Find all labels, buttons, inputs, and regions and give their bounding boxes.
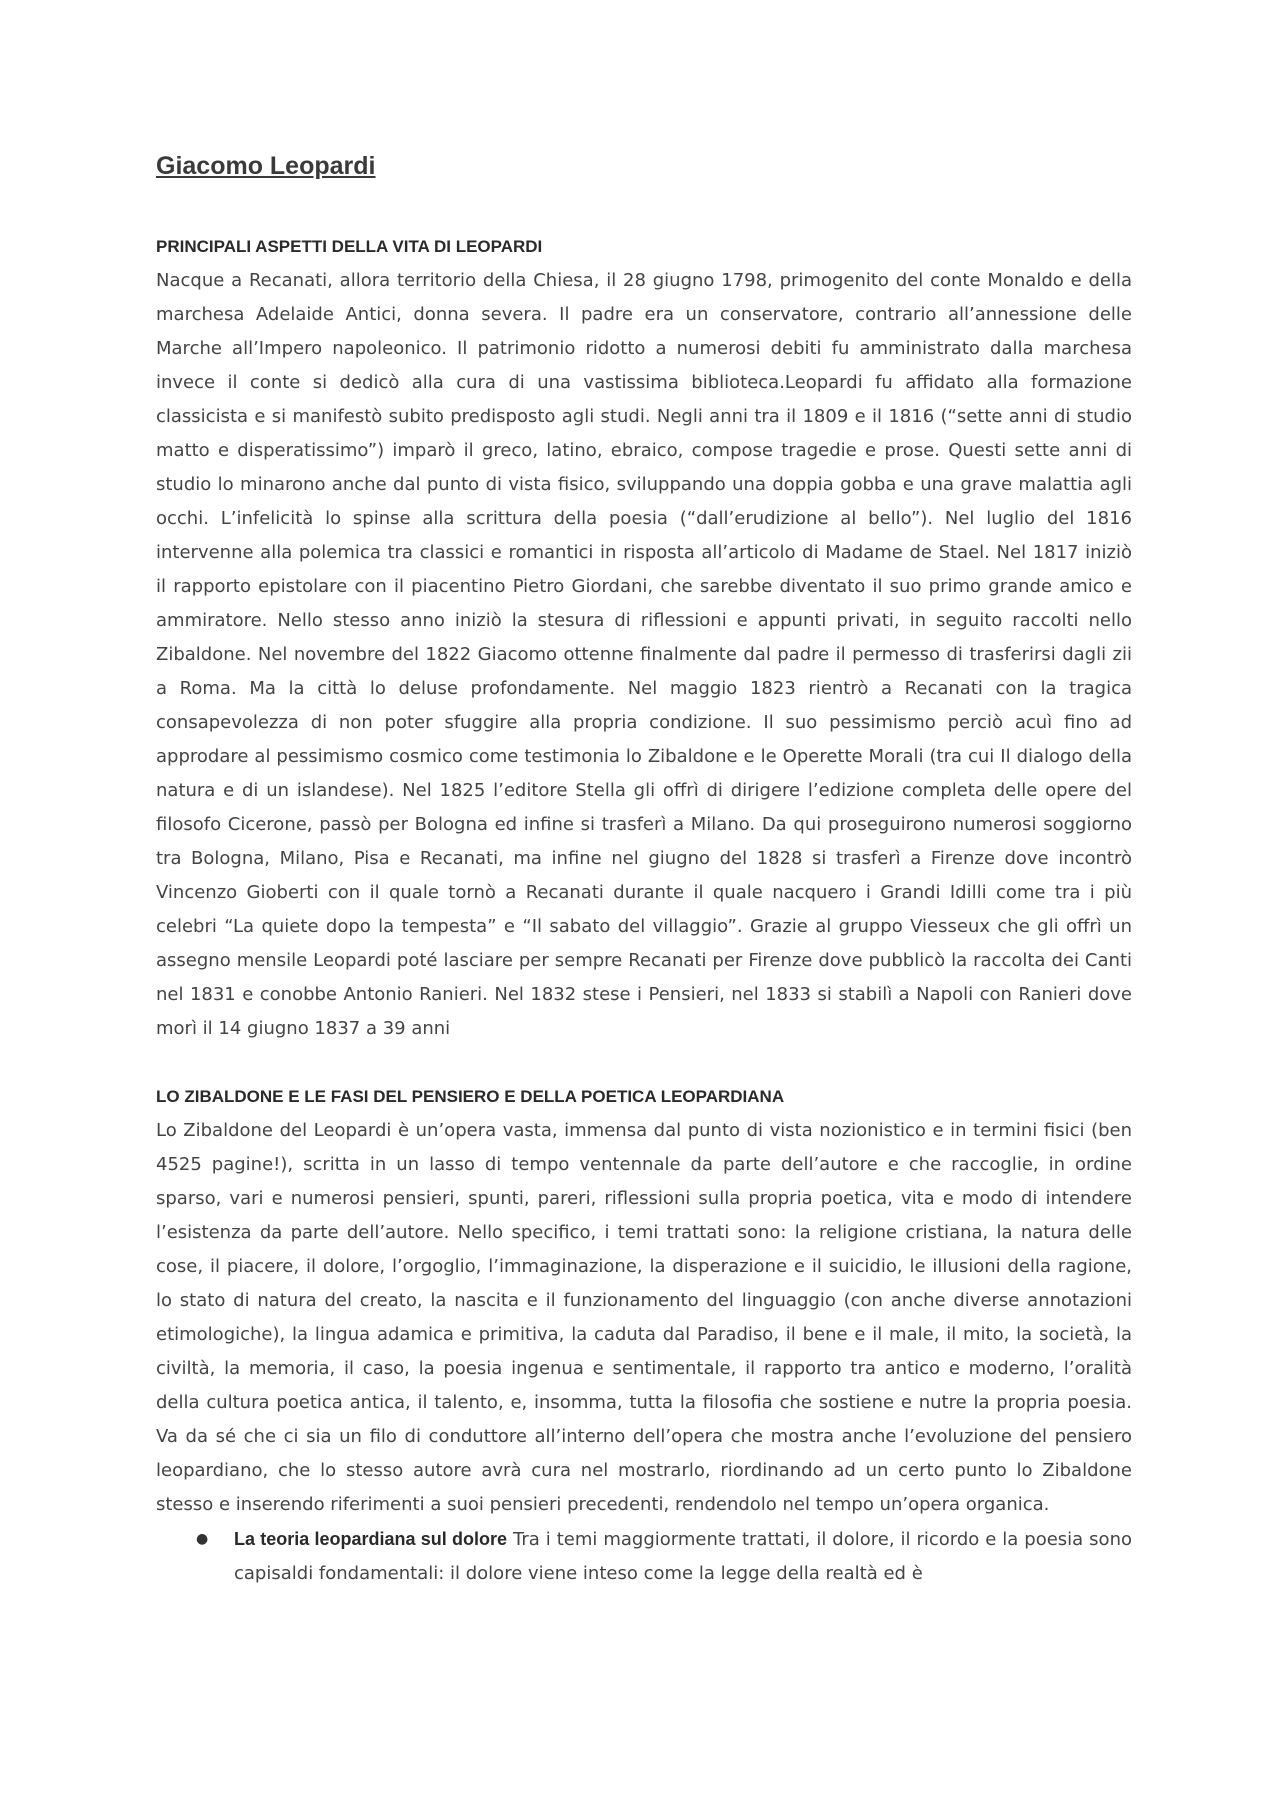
bullet-icon: ● <box>196 1531 209 1547</box>
bullet-text: Tra i temi maggiormente trattati, il dolore, il ricordo e la poesia sono capisaldi fondamentali: il dolore viene inteso come la legge della realtà ed è <box>234 1529 1132 1584</box>
section-paragraph: Lo Zibaldone del Leopardi è un’opera vasta, immensa dal punto di vista nozionistico e in termini fisici (ben 4525 pagine!), scritta in un lasso di tempo ventennale da parte dell’autore e che raccoglie, in ordine sparso, vari e numerosi pensieri, spunti, pareri, riflessioni sulla propria poetica, vita e modo di intendere l’esistenza da parte dell’autore. Nello specifico, i temi trattati sono: la religione cristiana, la natura delle cose, il piacere, il dolore, l’orgoglio, l’immaginazione, la disperazione e il suicidio, le illusioni della ragione, lo stato di natura del creato, la nascita e il funzionamento del linguaggio (con anche diverse annotazioni etimologiche), la lingua adamica e primitiva, la caduta dal Paradiso, il bene e il male, il mito, la società, la civiltà, la memoria, il caso, la poesia ingenua e sentimentale, il rapporto tra antico e moderno, l’oralità della cultura poetica antica, il talento, e, insomma, tutta la filosofia che sostiene e nutre la propria poesia. Va da sé che ci sia un filo di conduttore all’interno dell’opera che mostra anche l’evoluzione del pensiero leopardiano, che lo stesso autore avrà cura nel mostrarlo, riordinando ad un certo punto lo Zibaldone stesso e inserendo riferimenti a suoi pensieri precedenti, rendendolo nel tempo un’opera organica. <box>156 1120 1132 1515</box>
section-heading: LO ZIBALDONE E LE FASI DEL PENSIERO E DELLA POETICA LEOPARDIANA <box>156 1087 785 1106</box>
document-page <box>156 150 1132 1591</box>
section-zibaldone <box>156 1080 1132 1591</box>
bullet-item <box>156 1522 1132 1591</box>
bullet-list <box>156 1522 1132 1591</box>
bullet-title: La teoria leopardiana sul dolore <box>234 1529 508 1549</box>
section-heading: PRINCIPALI ASPETTI DELLA VITA DI LEOPARDI <box>156 237 543 256</box>
document-title: Giacomo Leopardi <box>156 152 376 180</box>
section-life <box>156 230 1132 1046</box>
section-paragraph: Nacque a Recanati, allora territorio della Chiesa, il 28 giugno 1798, primogenito del conte Monaldo e della marchesa Adelaide Antici, donna severa. Il padre era un conservatore, contrario all’annessione delle Marche all’Impero napoleonico. Il patrimonio ridotto a numerosi debiti fu amministrato dalla marchesa invece il conte si dedicò alla cura di una vastissima biblioteca.Leopardi fu affidato alla formazione classicista e si manifestò subito predisposto agli studi. Negli anni tra il 1809 e il 1816 (“sette anni di studio matto e disperatissimo”) imparò il greco, latino, ebraico, compose tragedie e prose. Questi sette anni di studio lo minarono anche dal punto di vista fisico, sviluppando una doppia gobba e una grave malattia agli occhi. L’infelicità lo spinse alla scrittura della poesia (“dall’erudizione al bello”). Nel luglio del 1816 intervenne alla polemica tra classici e romantici in risposta all’articolo di Madame de Stael. Nel 1817 iniziò il rapporto epistolare con il piacentino Pietro Giordani, che sarebbe diventato il suo primo grande amico e ammiratore. Nello stesso anno iniziò la stesura di riflessioni e appunti privati, in seguito raccolti nello Zibaldone. Nel novembre del 1822 Giacomo ottenne finalmente dal padre il permesso di trasferirsi dagli zii a Roma. Ma la città lo deluse profondamente. Nel maggio 1823 rientrò a Recanati con la tragica consapevolezza di non poter sfuggire alla propria condizione. Il suo pessimismo perciò acuì fino ad approdare al pessimismo cosmico come testimonia lo Zibaldone e le Operette Morali (tra cui Il dialogo della natura e di un islandese). Nel 1825 l’editore Stella gli offrì di dirigere l’edizione completa delle opere del filosofo Cicerone, passò per Bologna ed infine si trasferì a Milano. Da qui proseguirono numerosi soggiorno tra Bologna, Milano, Pisa e Recanati, ma infine nel giugno del 1828 si trasferì a Firenze dove incontrò Vincenzo Gioberti con il quale tornò a Recanati durante il quale nacquero i Grandi Idilli come tra i più celebri “La quiete dopo la tempesta” e “Il sabato del villaggio”. Grazie al gruppo Viesseux che gli offrì un assegno mensile Leopardi poté lasciare per sempre Recanati per Firenze dove pubblicò la raccolta dei Canti nel 1831 e conobbe Antonio Ranieri. Nel 1832 stese i Pensieri, nel 1833 si stabilì a Napoli con Ranieri dove morì il 14 giugno 1837 a 39 anni <box>156 270 1132 1039</box>
paragraph-spacer <box>156 1046 1132 1080</box>
